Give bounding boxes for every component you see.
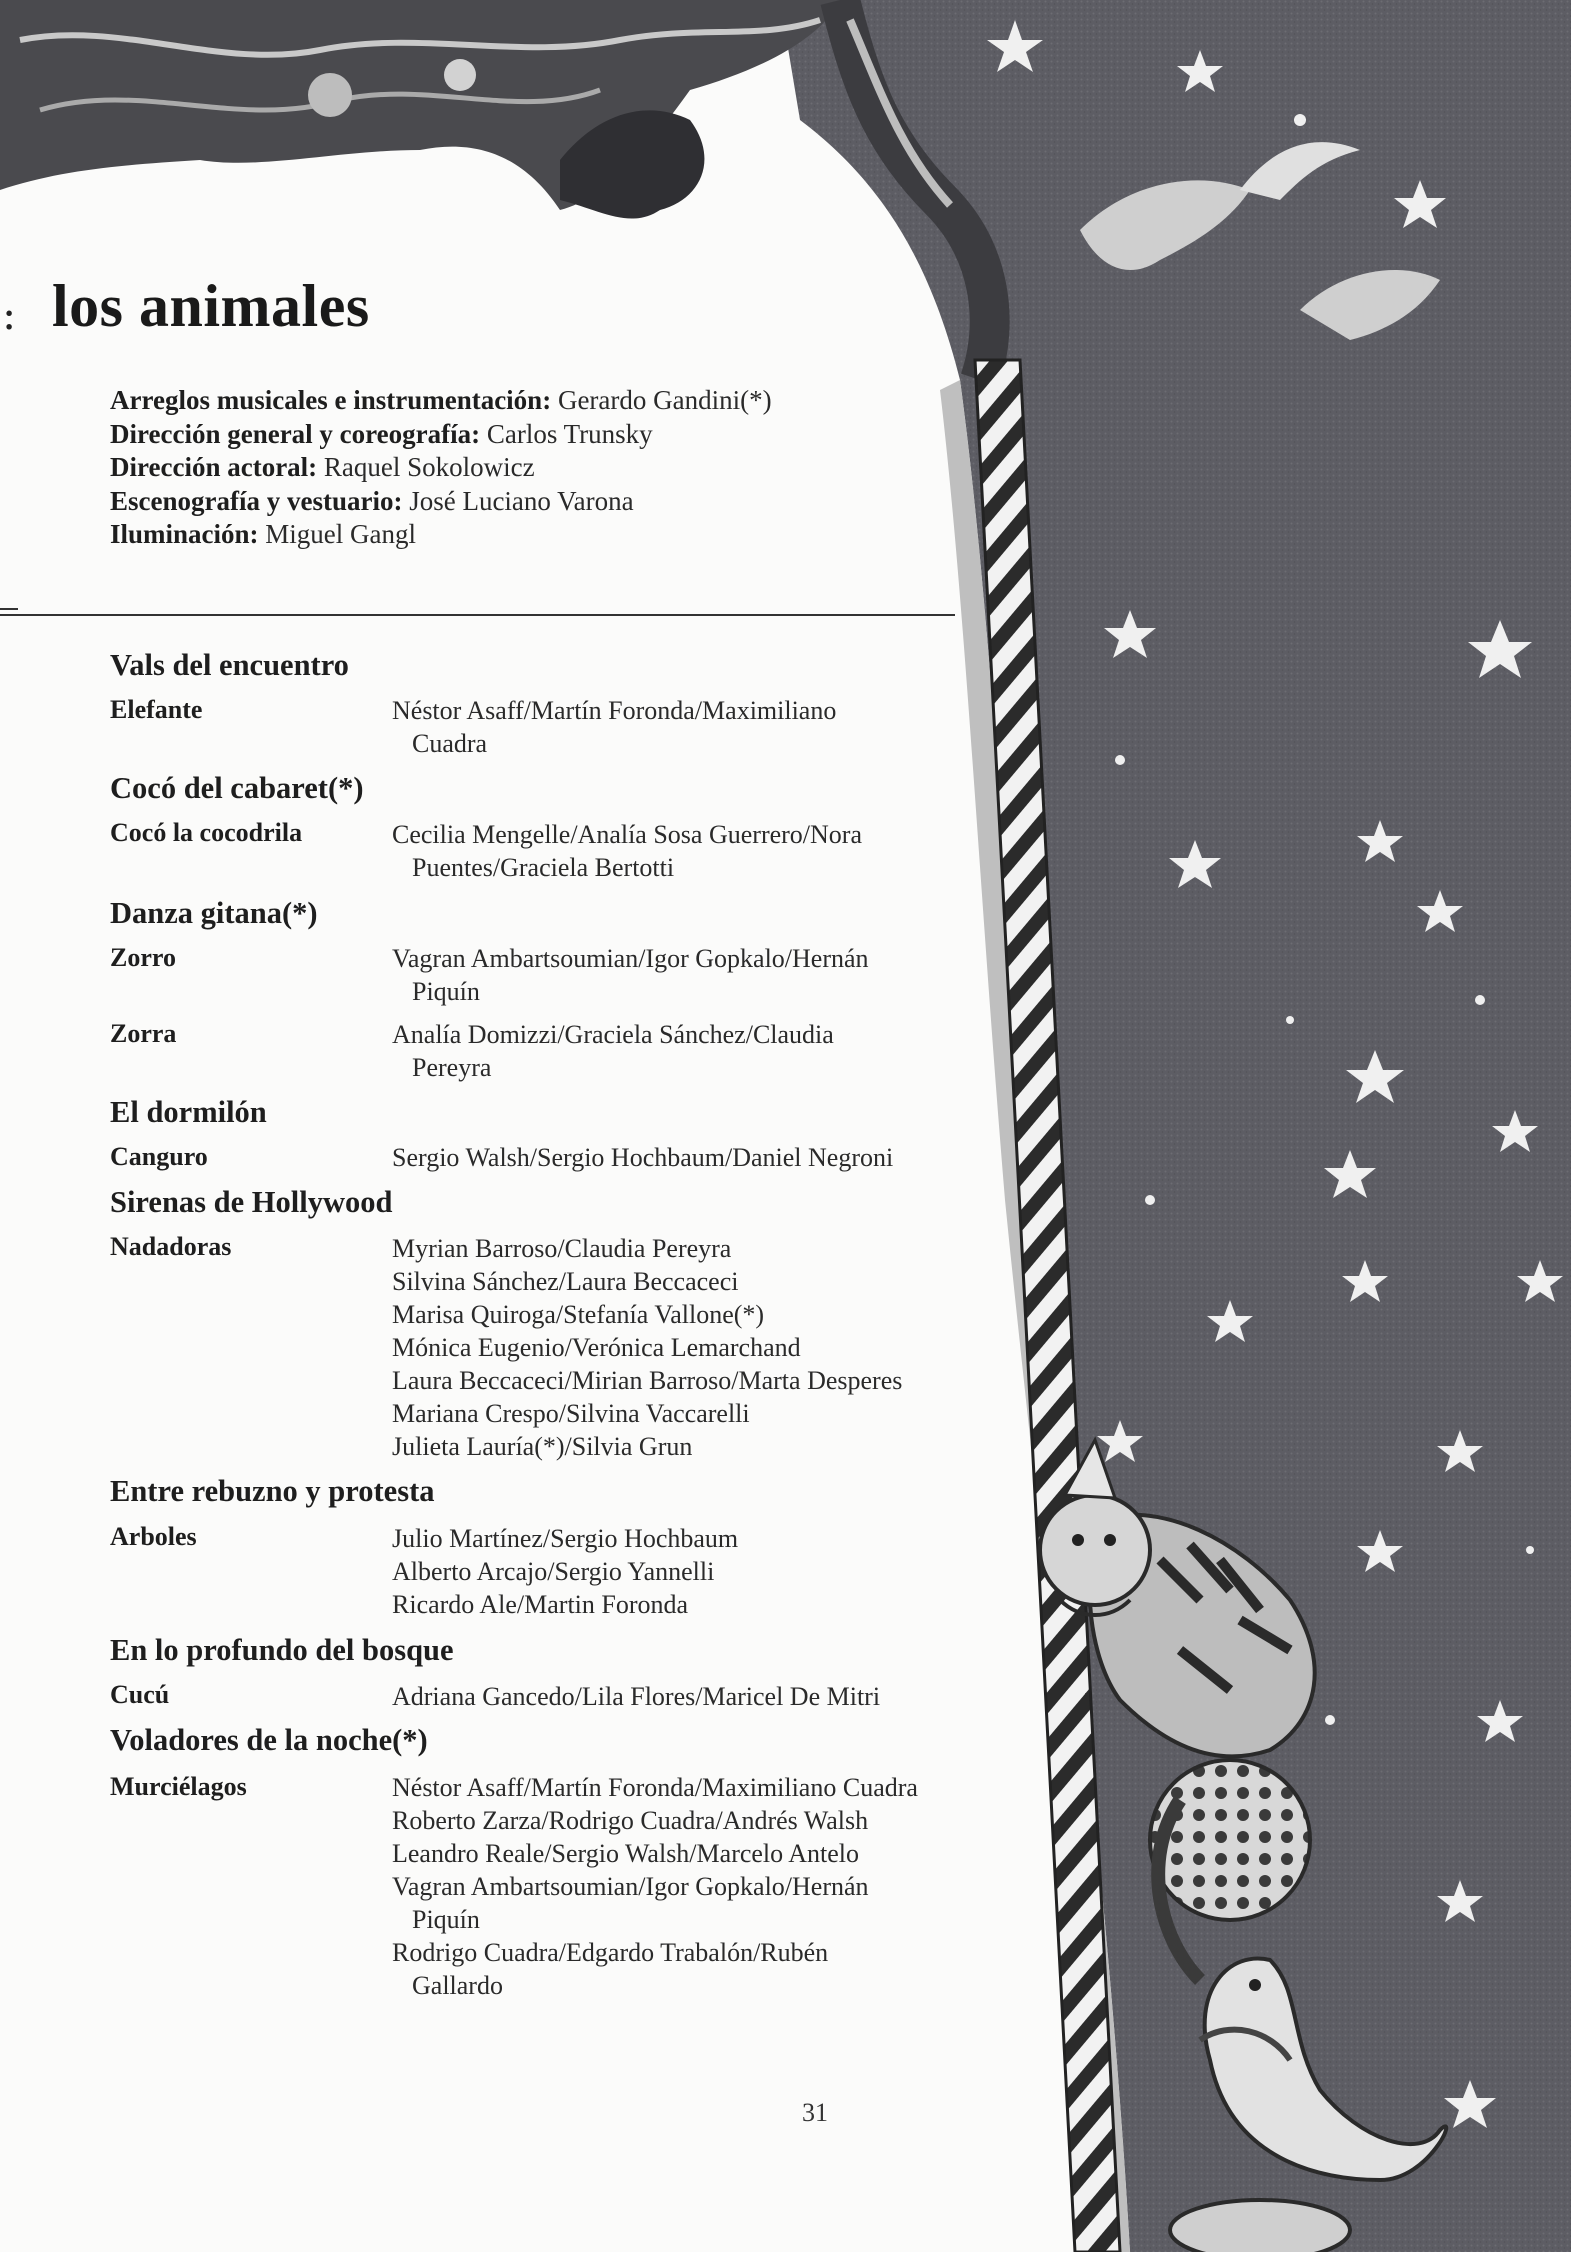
credit-label: Iluminación: [110, 519, 259, 549]
credit-label: Arreglos musicales e instrumentación: [110, 385, 552, 415]
credit-value: Miguel Gangl [265, 519, 417, 549]
role-name: Canguro [110, 1142, 208, 1171]
role-name: Cucú [110, 1680, 170, 1709]
performer-list: Sergio Walsh/Sergio Hochbaum/Daniel Negroni [392, 1143, 894, 1172]
section-divider [0, 614, 955, 616]
role-name: Murciélagos [110, 1772, 247, 1801]
cut-off-letter: : [2, 290, 17, 339]
page-number: 31 [802, 2098, 828, 2127]
credit-line [110, 384, 970, 418]
role-name: Nadadoras [110, 1232, 232, 1261]
section-title: Sirenas de Hollywood [110, 1185, 393, 1219]
credit-line [110, 485, 970, 519]
performer-list: Adriana Gancedo/Lila Flores/Maricel De Mitri [392, 1682, 881, 1711]
credit-label: Escenografía y vestuario: [110, 485, 403, 516]
credit-label: Dirección actoral: [110, 452, 318, 482]
divider-tick [0, 608, 18, 610]
credit-line [110, 451, 970, 485]
role-name: Cocó la cocodrila [110, 818, 303, 847]
performer-list: Myrian Barroso/Claudia Pereyra Silvina Sánchez/Laura Beccaceci Marisa Quiroga/Stefanía Vallone(*) Mónica Eugenio/Verónica Lemarchand Laura Beccaceci/Mirian Barroso/Marta Desperes Mariana Crespo/Silvina Vaccarelli Julieta Lauría(*)/Silvia Grun [392, 1234, 903, 1461]
section-title: Vals del encuentro [110, 648, 349, 682]
section-title: En lo profundo del bosque [110, 1633, 454, 1667]
credit-value: José Luciano Varona [409, 485, 634, 516]
role-name: Zorra [110, 1019, 177, 1048]
section-title: El dormilón [110, 1095, 267, 1129]
credit-value: Carlos Trunsky [486, 418, 653, 449]
role-name: Elefante [110, 695, 203, 724]
polka-dot-ball [1150, 1760, 1310, 1920]
performer-list: Cecilia Mengelle/Analía Sosa Guerrero/Nora Puentes/Graciela Bertotti [392, 820, 862, 882]
section-title: Voladores de la noche(*) [110, 1723, 428, 1757]
credit-label: Dirección general y coreografía: [110, 418, 481, 449]
credit-value: Raquel Sokolowicz [323, 452, 535, 482]
role-name: Zorro [110, 943, 176, 972]
performer-list: Néstor Asaff/Martín Foronda/Maximiliano Cuadra [392, 696, 837, 758]
performer-list: Julio Martínez/Sergio Hochbaum Alberto Arcajo/Sergio Yannelli Ricardo Ale/Martin Foronda [392, 1524, 739, 1619]
credits-block [110, 384, 970, 552]
credit-value: Gerardo Gandini(*) [557, 385, 772, 415]
performer-list: Analía Domizzi/Graciela Sánchez/Claudia Pereyra [392, 1020, 834, 1082]
page-title: los animales [52, 273, 370, 339]
role-name: Arboles [110, 1522, 197, 1551]
performer-list: Néstor Asaff/Martín Foronda/Maximiliano Cuadra Roberto Zarza/Rodrigo Cuadra/Andrés Walsh Leandro Reale/Sergio Walsh/Marcelo Antelo Vagran Ambartsoumian/Igor Gopkalo/Hernán Piquín Rodrigo Cuadra/Edgardo Trabalón/Rubén Gallardo [392, 1773, 918, 2000]
section-title: Cocó del cabaret(*) [110, 771, 364, 805]
credit-line [110, 518, 970, 552]
section-title: Danza gitana(*) [110, 896, 318, 930]
credit-line [110, 418, 970, 452]
performer-list: Vagran Ambartsoumian/Igor Gopkalo/Hernán Piquín [392, 944, 869, 1006]
section-title: Entre rebuzno y protesta [110, 1474, 435, 1508]
